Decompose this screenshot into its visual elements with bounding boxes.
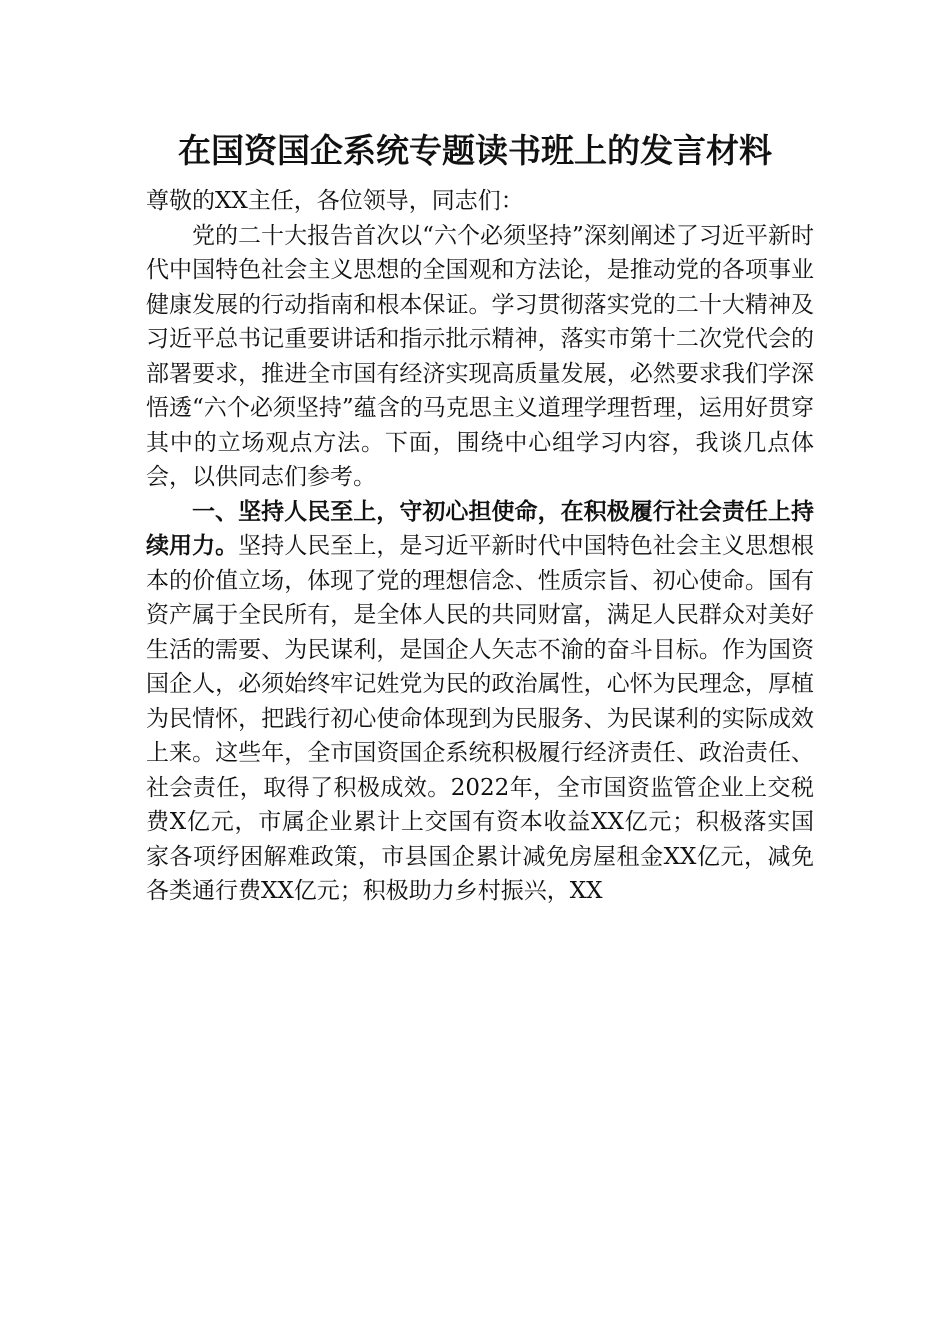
page-title: 在国资国企系统专题读书班上的发言材料 <box>178 131 772 170</box>
paragraph-intro <box>146 219 814 495</box>
section-one-text: 坚持人民至上，是习近平新时代中国特色社会主义思想根本的价值立场，体现了党的理想信念、性质宗旨、初心使命。国有资产属于全民所有，是全体人民的共同财富，满足人民群众对美好生活的需要、为民谋利，是国企人矢志不渝的奋斗目标。作为国资国企人，必须始终牢记姓党为民的政治属性，心怀为民理念，厚植为民情怀，把践行初心使命体现到为民服务、为民谋利的实际成效上来。这些年，全市国资国企系统积极履行经济责任、政治责任、社会责任，取得了积极成效。2022年，全市国资监管企业上交税费X亿元，市属企业累计上交国有资本收益XX亿元；积极落实国家各项纾困解难政策，市县国企累计减免房屋租金XX亿元，减免各类通行费XX亿元；积极助力乡村振兴，XX <box>146 533 815 904</box>
paragraph-section-one <box>146 495 814 909</box>
document-body <box>146 184 814 909</box>
paragraph-intro-text: 党的二十大报告首次以“六个必须坚持”深刻阐述了习近平新时代中国特色社会主义思想的全国观和方法论，是推动党的各项事业健康发展的行动指南和根本保证。学习贯彻落实党的二十大精神及习近平总书记重要讲话和指示批示精神，落实市第十二次党代会的部署要求，推进全市国有经济实现高质量发展，必然要求我们学深悟透“六个必须坚持”蕴含的马克思主义道理学理哲理，运用好贯穿其中的立场观点方法。下面，围绕中心组学习内容，我谈几点体会，以供同志们参考。 <box>146 222 814 490</box>
section-one-heading: 一、坚持人民至上，守初心担使命，在积极履行社会责任上持续用力。 <box>146 498 814 559</box>
salutation: 尊敬的XX主任，各位领导，同志们： <box>146 188 524 214</box>
